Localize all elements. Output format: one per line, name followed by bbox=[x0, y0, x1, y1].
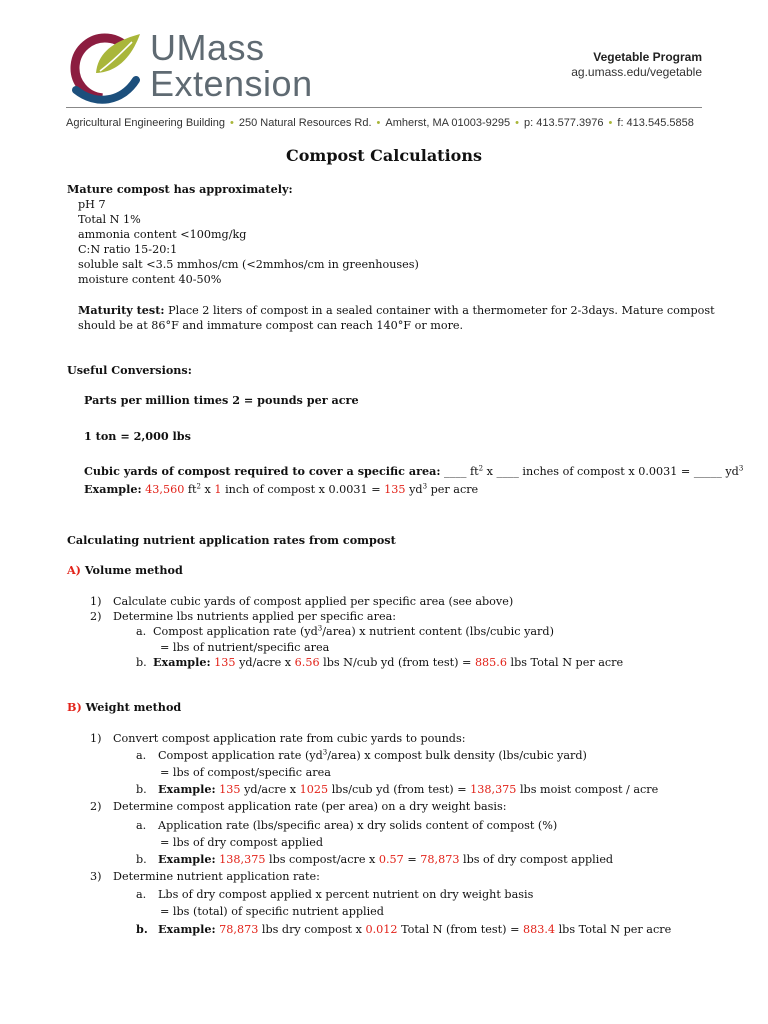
weight-step-2a: Application rate (lbs/specific area) x dry solids content of compost (%) bbox=[158, 819, 558, 832]
address-fax: f: 413.545.5858 bbox=[617, 117, 694, 129]
example-label: Example: bbox=[158, 782, 216, 796]
example-text: lbs Total N per acre bbox=[555, 923, 672, 936]
conversion-ton: 1 ton = 2,000 lbs bbox=[84, 429, 191, 443]
example-value: 78,873 bbox=[219, 923, 259, 936]
weight-step-1: Convert compost application rate from cubic yards to pounds: bbox=[113, 732, 466, 745]
example-text: lbs dry compost x bbox=[258, 923, 366, 936]
address-street: 250 Natural Resources Rd. bbox=[238, 117, 372, 129]
volume-example bbox=[153, 655, 623, 670]
example-text: yd bbox=[405, 483, 423, 496]
example-text: yd/acre x bbox=[235, 656, 295, 669]
substep-label: b. bbox=[136, 783, 147, 796]
weight-step-3: Determine nutrient application rate: bbox=[113, 870, 320, 883]
weight-example-2 bbox=[158, 852, 613, 867]
example-value: 885.6 bbox=[474, 656, 507, 669]
volume-step-2a-result: = lbs of nutrient/specific area bbox=[160, 641, 330, 654]
volume-step-2a: Compost application rate $(yd^3/area)$ x nutrient content (lbs/cubic yard) bbox=[153, 624, 554, 638]
volume-heading bbox=[67, 563, 183, 578]
maturity-text-2: should be at 86°F and immature compost can reach 140°F or more. bbox=[78, 319, 464, 332]
brand-line-1: UMass bbox=[150, 27, 265, 68]
example-text: ft bbox=[184, 483, 197, 496]
example-text: lbs of dry compost applied bbox=[459, 853, 614, 866]
example-value: 0.012 bbox=[365, 923, 398, 936]
maturity-text-1: Place 2 liters of compost in a sealed container with a thermometer for 2-3days. Mature compost bbox=[164, 304, 715, 317]
substep-label: a. bbox=[136, 749, 147, 762]
step-number: 1) bbox=[90, 732, 102, 745]
example-value: 135 bbox=[214, 656, 236, 669]
example-text: lbs N/cub yd (from test) = bbox=[319, 656, 475, 669]
weight-letter: B) bbox=[67, 700, 82, 714]
example-text: lbs Total N per acre bbox=[506, 656, 624, 669]
substep-label: a. bbox=[136, 625, 147, 638]
brand-wordmark bbox=[150, 27, 313, 104]
weight-step-3a: Lbs of dry compost applied x percent nutrient on dry weight basis bbox=[158, 888, 534, 901]
weight-step-2a-result: = lbs of dry compost applied bbox=[160, 836, 324, 849]
address-city: Amherst, MA 01003-9295 bbox=[385, 117, 511, 129]
mature-item: Total N 1% bbox=[78, 213, 141, 226]
example-value: 138,375 bbox=[470, 783, 517, 796]
example-value: 1025 bbox=[299, 783, 329, 796]
example-value: 43,560 bbox=[145, 483, 185, 496]
mature-item: ammonia content <100mg/kg bbox=[78, 228, 247, 241]
example-label: Example: bbox=[158, 852, 216, 866]
cubic-text: x ____ inches of compost x 0.0031 = _____ yd bbox=[483, 465, 739, 478]
volume-step-1: Calculate cubic yards of compost applied per specific area (see above) bbox=[113, 595, 514, 608]
volume-step-2: Determine lbs nutrients applied per specific area: bbox=[113, 610, 397, 623]
program-name: Vegetable Program bbox=[593, 50, 702, 64]
weight-step-3a-result: = lbs (total) of specific nutrient applied bbox=[160, 905, 384, 918]
example-text: Total N (from test) = bbox=[397, 923, 524, 936]
weight-title: Weight method bbox=[81, 700, 182, 714]
weight-example-3 bbox=[158, 922, 671, 937]
step-number: 2) bbox=[90, 800, 102, 813]
mature-item: pH 7 bbox=[78, 198, 106, 211]
mature-item: moisture content 40-50% bbox=[78, 273, 222, 286]
weight-step-1a-result: = lbs of compost/specific area bbox=[160, 766, 331, 779]
step-number: 1) bbox=[90, 595, 102, 608]
example-text: per acre bbox=[427, 483, 479, 496]
header-divider bbox=[66, 107, 702, 108]
conversions-heading: Useful Conversions: bbox=[67, 363, 192, 377]
example-text: x bbox=[201, 483, 215, 496]
example-text: lbs compost/acre x bbox=[265, 853, 379, 866]
example-value: 1 bbox=[214, 483, 222, 496]
step-number: 2) bbox=[90, 610, 102, 623]
weight-heading bbox=[67, 700, 181, 715]
formula-text: /area) x nutrient content (lbs/cubic yard) bbox=[322, 625, 554, 638]
program-url[interactable]: ag.umass.edu/vegetable bbox=[571, 65, 702, 79]
substep-label: b. bbox=[136, 922, 148, 936]
weight-step-2: Determine compost application rate (per area) on a dry weight basis: bbox=[113, 800, 507, 813]
example-label: Example: bbox=[84, 482, 142, 496]
brand-line-2: Extension bbox=[150, 63, 313, 104]
weight-example-1 bbox=[158, 782, 658, 797]
volume-title: Volume method bbox=[80, 563, 183, 577]
example-text: lbs/cub yd (from test) = bbox=[328, 783, 471, 796]
address-bar: Agricultural Engineering Building • 250 Natural Resources Rd. • Amherst, MA 01003-9295 • p: 413.577.3976 • f: 413.545.5858 bbox=[66, 117, 694, 129]
weight-step-1a: Compost application rate $(yd^3/area)$ x compost bulk density (lbs/cubic yard) bbox=[158, 748, 587, 762]
example-value: 6.56 bbox=[294, 656, 320, 669]
example-value: 135 bbox=[384, 483, 406, 496]
maturity-test-line-1 bbox=[78, 303, 715, 318]
program-block bbox=[571, 50, 702, 80]
example-label: Example: bbox=[158, 922, 216, 936]
mature-item: C:N ratio 15-20:1 bbox=[78, 243, 178, 256]
conversion-example: Example: 43,560 $ft^2$ x 1 inch of compost x 0.0031 = 135 $yd^3$ per acre bbox=[84, 482, 479, 496]
example-value: 138,375 bbox=[219, 853, 266, 866]
address-phone: p: 413.577.3976 bbox=[524, 117, 604, 129]
example-label: Example: bbox=[153, 655, 211, 669]
formula-text: Compost application rate (yd bbox=[153, 625, 318, 638]
page-title: Compost Calculations bbox=[286, 146, 482, 165]
cubic-label: Cubic yards of compost required to cover a specific area: bbox=[84, 464, 441, 478]
example-value: 883.4 bbox=[523, 923, 556, 936]
example-text: lbs moist compost / acre bbox=[516, 783, 659, 796]
conversion-ppm: Parts per million times 2 = pounds per acre bbox=[84, 393, 359, 407]
substep-label: a. bbox=[136, 819, 147, 832]
conversion-cubic-formula: Cubic yards of compost required to cover a specific area: ____ $ft^2$ x ____ inches of compost x 0.0031 = _____ $yd^3$ bbox=[84, 464, 744, 478]
address-building: Agricultural Engineering Building bbox=[66, 117, 225, 129]
example-text: yd/acre x bbox=[240, 783, 300, 796]
example-value: 78,873 bbox=[420, 853, 460, 866]
example-value: 0.57 bbox=[378, 853, 404, 866]
volume-letter: A) bbox=[67, 563, 81, 577]
formula-text: /area) x compost bulk density (lbs/cubic yard) bbox=[327, 749, 587, 762]
substep-label: a. bbox=[136, 888, 147, 901]
example-value: 135 bbox=[219, 783, 241, 796]
cubic-text: ____ ft bbox=[440, 465, 479, 478]
maturity-label: Maturity test: bbox=[78, 303, 165, 317]
substep-label: b. bbox=[136, 656, 147, 669]
step-number: 3) bbox=[90, 870, 102, 883]
formula-text: Compost application rate (yd bbox=[158, 749, 323, 762]
mature-heading: Mature compost has approximately: bbox=[67, 182, 293, 196]
nutrient-heading: Calculating nutrient application rates from compost bbox=[67, 533, 396, 547]
example-text: = bbox=[403, 853, 421, 866]
substep-label: b. bbox=[136, 853, 147, 866]
mature-item: soluble salt <3.5 mmhos/cm (<2mmhos/cm in greenhouses) bbox=[78, 258, 419, 271]
umass-extension-logo-icon bbox=[66, 28, 144, 106]
example-text: inch of compost x 0.0031 = bbox=[221, 483, 385, 496]
